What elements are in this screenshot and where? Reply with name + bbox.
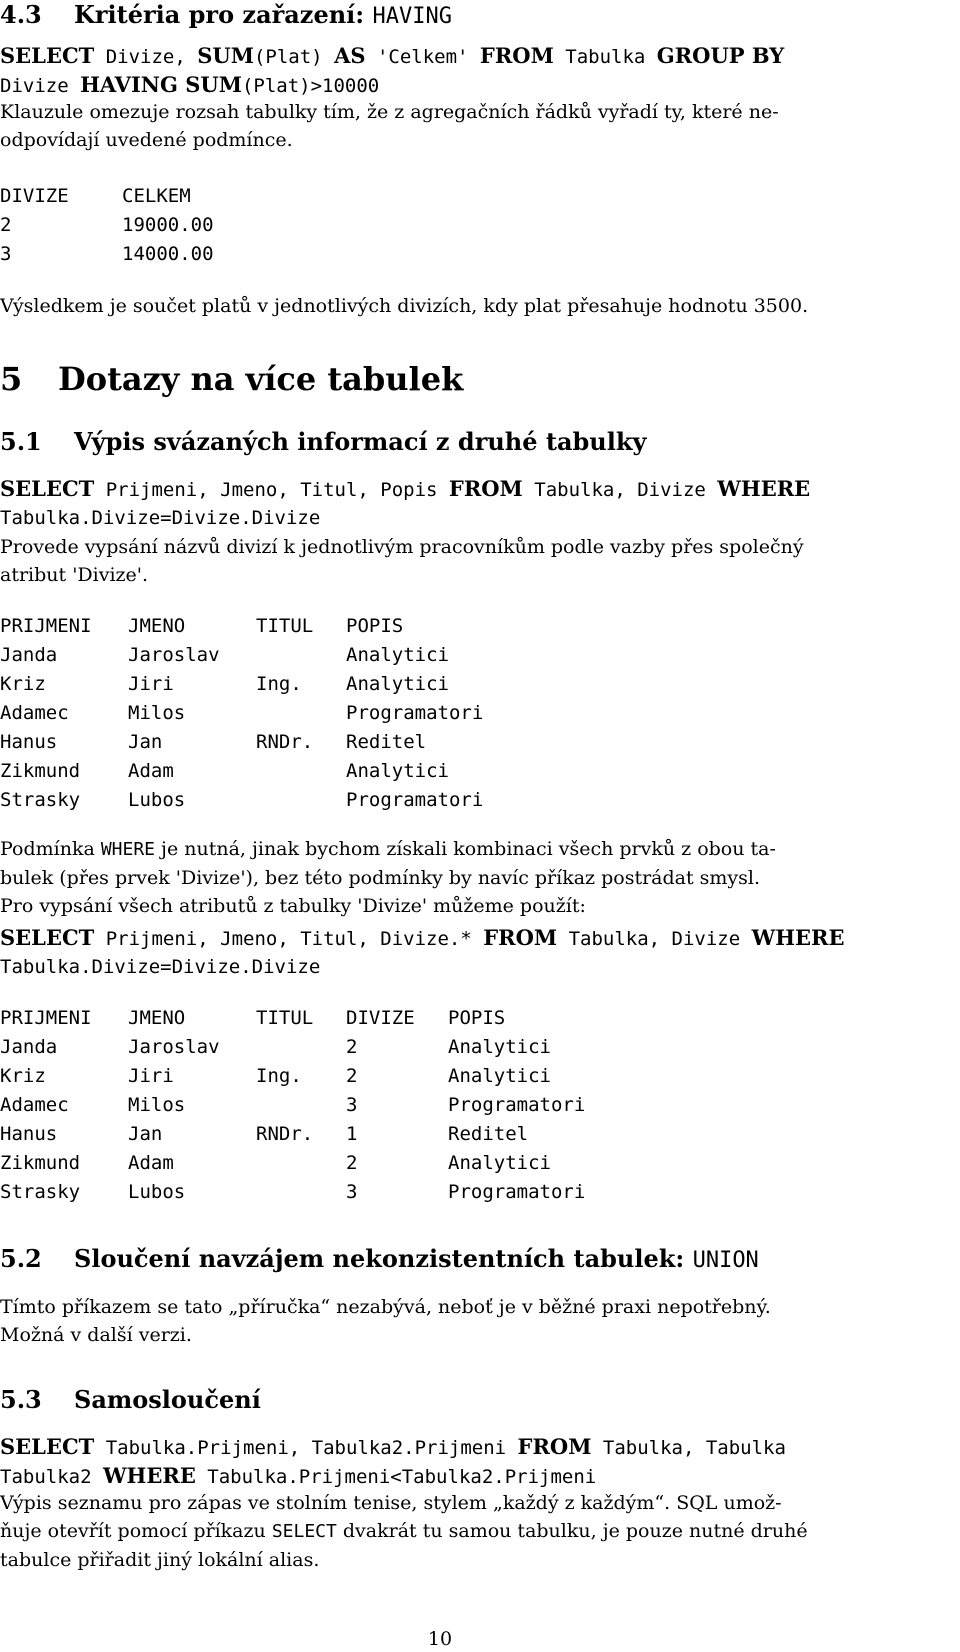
table-cell: Jiri [128, 673, 174, 695]
sql-text: Divize, [94, 46, 198, 68]
paragraph [0, 1293, 771, 1349]
table-cell [256, 641, 346, 670]
sql-text: Tabulka, Divize [557, 928, 752, 950]
table-cell: Programatori [448, 1181, 586, 1203]
text-line: atribut 'Divize'. [0, 564, 149, 586]
table-cell: Adamec [0, 702, 69, 724]
table-cell: Hanus [0, 731, 58, 753]
employees-all-attributes-table [0, 1004, 585, 1207]
table-cell: Jan [128, 731, 163, 753]
sql-text: Tabulka [553, 46, 657, 68]
sql-text: Prijmeni, Jmeno, Titul, Popis [94, 479, 449, 501]
sql-keyword: HAVING SUM [80, 72, 242, 97]
section-title: Výpis svázaných informací z druhé tabulky [74, 427, 647, 456]
table-cell: Analytici [448, 1152, 551, 1174]
text-line: bulek (přes prvek 'Divize'), bez této podmínky by navíc příkaz postrádat smysl. [0, 867, 761, 889]
table-row [0, 211, 214, 240]
section-number: 4.3 [0, 0, 42, 29]
table-header-cell: TITUL [256, 615, 314, 637]
table-header-cell: TITUL [256, 1007, 314, 1029]
sql-text: Tabulka.Divize=Divize.Divize [0, 507, 321, 529]
table-cell: Jiri [128, 1065, 174, 1087]
table-cell [256, 1178, 346, 1207]
text-line: Provede vypsání názvů divizí k jednotlivým pracovníkům podle vazby přes společný [0, 536, 804, 558]
sql-join-query [0, 475, 810, 532]
table-cell: 19000.00 [122, 214, 214, 236]
table-row [0, 670, 483, 699]
sql-text: Prijmeni, Jmeno, Titul, Divize.* [94, 928, 484, 950]
section-title: Samosloučení [74, 1385, 261, 1414]
text-line: tabulce přiřadit jiný lokální alias. [0, 1549, 320, 1571]
table-cell [256, 699, 346, 728]
table-cell: 3 [0, 243, 12, 265]
table-header-cell: JMENO [128, 1007, 186, 1029]
table-header-cell: JMENO [128, 615, 186, 637]
table-cell [256, 757, 346, 786]
table-row [0, 1033, 585, 1062]
table-row [0, 728, 483, 757]
sql-keyword: AS [334, 43, 366, 68]
divize-celkem-table [0, 182, 214, 269]
table-row [0, 1062, 585, 1091]
table-cell: 2 [0, 214, 12, 236]
table-header-cell: POPIS [346, 615, 404, 637]
sql-keyword: FROM [483, 925, 558, 950]
employees-divisions-table [0, 612, 483, 815]
table-cell: Adamec [0, 1094, 69, 1116]
text-run: Podmínka [0, 838, 101, 860]
section-number: 5.1 [0, 427, 42, 456]
text-line [0, 1517, 808, 1546]
section-title: Kritéria pro zařazení: [74, 0, 373, 29]
table-cell: Reditel [346, 731, 427, 753]
sql-text: Tabulka.Prijmeni, Tabulka2.Prijmeni [94, 1437, 518, 1459]
section-4-3-heading [0, 0, 452, 29]
sql-keyword: FROM [479, 43, 554, 68]
text-run: ňuje otevřít pomocí příkazu [0, 1520, 272, 1542]
table-cell: 2 [346, 1065, 358, 1087]
table-cell [256, 1033, 346, 1062]
page-number: 10 [427, 1628, 453, 1650]
section-number: 5.2 [0, 1244, 42, 1273]
table-cell: Analytici [448, 1036, 551, 1058]
table-cell: 3 [346, 1181, 358, 1203]
table-cell: Milos [128, 702, 186, 724]
table-header-cell: CELKEM [122, 185, 191, 207]
sql-text: 'Celkem' [365, 46, 480, 68]
table-cell: 2 [346, 1036, 358, 1058]
table-cell: Janda [0, 1036, 58, 1058]
table-cell: Lubos [128, 789, 186, 811]
sql-keyword: WHERE [751, 925, 845, 950]
table-cell [256, 786, 346, 815]
sql-text: Tabulka, Divize [522, 479, 718, 501]
table-cell: Jan [128, 1123, 163, 1145]
table-cell: RNDr. [256, 731, 314, 753]
sql-self-join-query [0, 1433, 786, 1491]
table-cell: Kriz [0, 673, 46, 695]
text-run: dvakrát tu samou tabulku, je pouze nutné druhé [336, 1520, 808, 1542]
sql-join-all-query [0, 924, 845, 981]
table-cell: Analytici [448, 1065, 551, 1087]
section-title-code: HAVING [372, 4, 452, 29]
table-header-cell: PRIJMENI [0, 1007, 92, 1029]
table-cell: Programatori [448, 1094, 586, 1116]
table-row [0, 699, 483, 728]
inline-code: WHERE [100, 839, 156, 860]
result-sentence: Výsledkem je součet platů v jednotlivých divizích, kdy plat přesahuje hodnotu 3500. [0, 295, 809, 317]
sql-keyword: FROM [448, 476, 523, 501]
sql-text: Tabulka.Divize=Divize.Divize [0, 956, 321, 978]
table-cell [256, 1149, 346, 1178]
paragraph [0, 533, 804, 589]
sql-text: Tabulka, Tabulka [591, 1437, 786, 1459]
table-header-cell: PRIJMENI [0, 615, 92, 637]
sql-text: (Plat)>10000 [241, 75, 380, 97]
sql-text: Tabulka.Prijmeni<Tabulka2.Prijmeni [195, 1466, 597, 1488]
table-header-cell: DIVIZE [0, 185, 69, 207]
table-header-cell: DIVIZE [346, 1007, 415, 1029]
sql-keyword: SUM [197, 43, 254, 68]
table-cell [256, 1091, 346, 1120]
table-row [0, 1120, 585, 1149]
sql-keyword: SELECT [0, 476, 95, 501]
text-line: Výpis seznamu pro zápas ve stolním tenise, stylem „každý z každým“. SQL umož- [0, 1492, 782, 1514]
text-line: odpovídají uvedené podmínce. [0, 129, 293, 151]
sql-text: (Plat) [253, 46, 335, 68]
table-row [0, 757, 483, 786]
table-cell: Lubos [128, 1181, 186, 1203]
table-cell: Zikmund [0, 760, 81, 782]
section-title: Dotazy na více tabulek [58, 360, 464, 398]
table-row [0, 1149, 585, 1178]
section-5-3-heading [0, 1385, 261, 1414]
section-5-1-heading [0, 427, 646, 456]
table-cell: Kriz [0, 1065, 46, 1087]
table-cell: Hanus [0, 1123, 58, 1145]
section-title: Sloučení navzájem nekonzistentních tabulek: [74, 1244, 693, 1273]
table-header-cell: POPIS [448, 1007, 506, 1029]
table-cell: 1 [346, 1123, 358, 1145]
paragraph [0, 1489, 808, 1574]
section-number: 5.3 [0, 1385, 42, 1414]
table-cell: Adam [128, 1152, 174, 1174]
table-cell: Ing. [256, 1065, 302, 1087]
table-cell: RNDr. [256, 1123, 314, 1145]
table-cell: Milos [128, 1094, 186, 1116]
table-cell: Jaroslav [128, 1036, 220, 1058]
sql-keyword: WHERE [102, 1463, 196, 1488]
table-header-row [0, 612, 483, 641]
text-run: je nutná, jinak bychom získali kombinaci všech prvků z obou ta- [155, 838, 776, 860]
text-line: Tímto příkazem se tato „příručka“ nezabývá, neboť je v běžné praxi nepotřebný. [0, 1296, 771, 1318]
section-title-code: UNION [692, 1248, 759, 1273]
sql-keyword: WHERE [717, 476, 811, 501]
table-cell: Strasky [0, 789, 81, 811]
table-cell: 14000.00 [122, 243, 214, 265]
text-line: Klauzule omezuje rozsah tabulky tím, že z agregačních řádků vyřadí ty, které ne- [0, 101, 779, 123]
sql-keyword: SELECT [0, 43, 95, 68]
table-header-row [0, 182, 214, 211]
table-header-row [0, 1004, 585, 1033]
table-cell: Programatori [346, 789, 484, 811]
sql-having-query [0, 42, 784, 100]
table-cell: Programatori [346, 702, 484, 724]
section-5-2-heading [0, 1244, 759, 1273]
section-number: 5 [0, 360, 23, 398]
text-line [0, 835, 776, 864]
sql-text: Divize [0, 75, 81, 97]
table-cell: Jaroslav [128, 644, 220, 666]
sql-keyword: GROUP BY [656, 43, 785, 68]
table-cell: Ing. [256, 673, 302, 695]
paragraph [0, 835, 776, 920]
table-cell: Zikmund [0, 1152, 81, 1174]
table-cell: Analytici [346, 673, 449, 695]
sql-keyword: FROM [517, 1434, 592, 1459]
section-5-heading [0, 360, 463, 398]
table-cell: Analytici [346, 760, 449, 782]
text-line: Možná v další verzi. [0, 1324, 192, 1346]
table-row [0, 1178, 585, 1207]
inline-code: SELECT [271, 1521, 337, 1542]
sql-keyword: SELECT [0, 1434, 95, 1459]
table-cell: 2 [346, 1152, 358, 1174]
table-cell: Strasky [0, 1181, 81, 1203]
table-cell: Analytici [346, 644, 449, 666]
table-cell: Janda [0, 644, 58, 666]
table-row [0, 786, 483, 815]
table-cell: Reditel [448, 1123, 529, 1145]
table-cell: 3 [346, 1094, 358, 1116]
table-row [0, 1091, 585, 1120]
paragraph [0, 98, 779, 154]
sql-keyword: SELECT [0, 925, 95, 950]
sql-text: Tabulka2 [0, 1466, 103, 1488]
text-line: Pro vypsání všech atributů z tabulky 'Divize' můžeme použít: [0, 895, 586, 917]
table-row [0, 641, 483, 670]
table-row [0, 240, 214, 269]
table-cell: Adam [128, 760, 174, 782]
